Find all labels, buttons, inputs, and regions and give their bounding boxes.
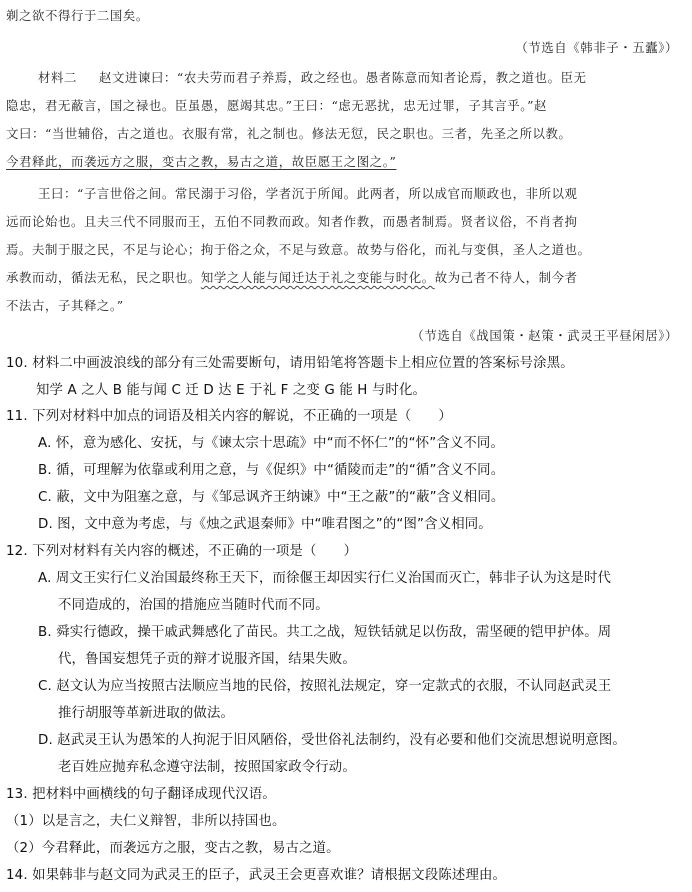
passage-line: 不法古，子其释之。” bbox=[6, 298, 124, 313]
question-12-option-b: B. 舜实行德政，操干戚武舞感化了苗民。共工之战，短铁铦就足以伤敌，需坚硬的铠甲护体。周 bbox=[38, 625, 612, 640]
question-12-option-b-cont: 代，鲁国妄想凭子贡的辩才说服齐国，结果失败。 bbox=[58, 652, 356, 667]
passage-line: 王曰：“子言世俗之间。常民溺于习俗，学者沉于所闻。此两者，所以成官而顺政也，非所以观 bbox=[38, 186, 578, 201]
question-13-stem: 13. 把材料中画横线的句子翻译成现代汉语。 bbox=[6, 787, 276, 802]
question-11-stem: 11. 下列对材料中加点的词语及相关内容的解说，不正确的一项是（ ） bbox=[6, 409, 452, 424]
question-12-option-c-cont: 推行胡服等革新进取的做法。 bbox=[58, 706, 235, 721]
question-13-item-2: （2）今君释此，而袭远方之服，变古之教，易古之道。 bbox=[6, 841, 340, 856]
question-13-item-1: （1）以是言之，夫仁义辩智，非所以持国也。 bbox=[6, 814, 286, 829]
question-10-stem: 10. 材料二中画波浪线的部分有三处需要断句，请用铅笔将答题卡上相应位置的答案标号涂黑。 bbox=[6, 356, 574, 371]
passage-text: 承教而动，循法无私，民之职也。 bbox=[6, 270, 201, 285]
passage-line: 隐忠，君无蔽言，国之禄也。臣虽愚，愿竭其忠。”王曰：“虑无恶扰，忠无过罪，子其言乎。”赵 bbox=[6, 98, 548, 113]
question-11-option-c: C. 蔽，文中为阻塞之意，与《邹忌讽齐王纳谏》中“王之蔽”的“蔽”含义相同。 bbox=[38, 490, 505, 505]
question-11-option-b: B. 循，可理解为依靠或利用之意，与《促织》中“循陵而走”的“循”含义不同。 bbox=[38, 463, 505, 478]
question-12-option-a: A. 周文王实行仁义治国最终称王天下，而徐偃王却因实行仁义治国而灭亡，韩非子认为这是时代 bbox=[38, 571, 612, 586]
passage-line: 剃之欲不得行于二国矣。 bbox=[6, 8, 149, 23]
passage-line: 焉。夫制于服之民，不足与论心；拘于俗之众，不足与致意。故势与俗化，而礼与变俱，圣人之道也。 bbox=[6, 242, 591, 257]
source-citation: （节选自《战国策・赵策・武灵王平昼闲居》） bbox=[411, 328, 678, 343]
source-citation: （节选自《韩非子・五蠹》） bbox=[515, 40, 678, 55]
wavy-underlined-text: 知学之人能与闻迁达于礼之变能与时化。 bbox=[200, 270, 435, 285]
question-12-option-d: D. 赵武灵王认为愚笨的人拘泥于旧风陋俗，受世俗礼法制约，没有必要和他们交流思想说明意图。 bbox=[38, 733, 626, 748]
question-12-option-c: C. 赵文认为应当按照古法顺应当地的民俗，按照礼法规定，穿一定款式的衣服，不认同赵武灵王 bbox=[38, 679, 612, 694]
question-12-option-a-cont: 不同造成的，治国的措施应当随时代而不同。 bbox=[58, 598, 329, 613]
question-11-option-d: D. 图，文中意为考虑，与《烛之武退秦师》中“唯君图之”的“图”含义相同。 bbox=[38, 517, 492, 532]
question-12-stem: 12. 下列对材料有关内容的概述，不正确的一项是（ ） bbox=[6, 544, 358, 559]
material-label: 材料二 bbox=[38, 70, 77, 85]
question-12-option-d-cont: 老百姓应抛弃私念遵守法制，按照国家政令行动。 bbox=[58, 760, 356, 775]
passage-text: 赵文进谏曰：“农夫劳而君子养焉，政之经也。愚者陈意而知者论焉，教之道也。臣无 bbox=[98, 70, 587, 85]
question-14-stem: 14. 如果韩非与赵文同为武灵王的臣子，武灵王会更喜欢谁？请根据文段陈述理由。 bbox=[6, 868, 507, 883]
question-11-option-a: A. 怀，意为感化、安抚，与《谏太宗十思疏》中“而不怀仁”的“怀”含义不同。 bbox=[38, 436, 504, 451]
question-10-sentence: 知学 A 之人 B 能与闻 C 迁 D 达 E 于礼 F 之变 G 能 H 与时化。 bbox=[36, 383, 427, 398]
underlined-sentence: 今君释此，而袭远方之服，变古之教，易古之道，故臣愿王之图之。” bbox=[6, 154, 397, 169]
passage-line: 文曰：“当世辅俗，古之道也。衣服有常，礼之制也。修法无愆，民之职也。三者，先圣之所以教。 bbox=[6, 126, 572, 141]
passage-line bbox=[6, 272, 578, 284]
passage-line: 远而论始也。且夫三代不同服而王，五伯不同教而政。知者作教，而愚者制焉。贤者议俗，不肖者拘 bbox=[6, 214, 578, 229]
passage-line bbox=[38, 72, 587, 84]
passage-text: 故为己者不待人，制今者 bbox=[434, 270, 578, 285]
